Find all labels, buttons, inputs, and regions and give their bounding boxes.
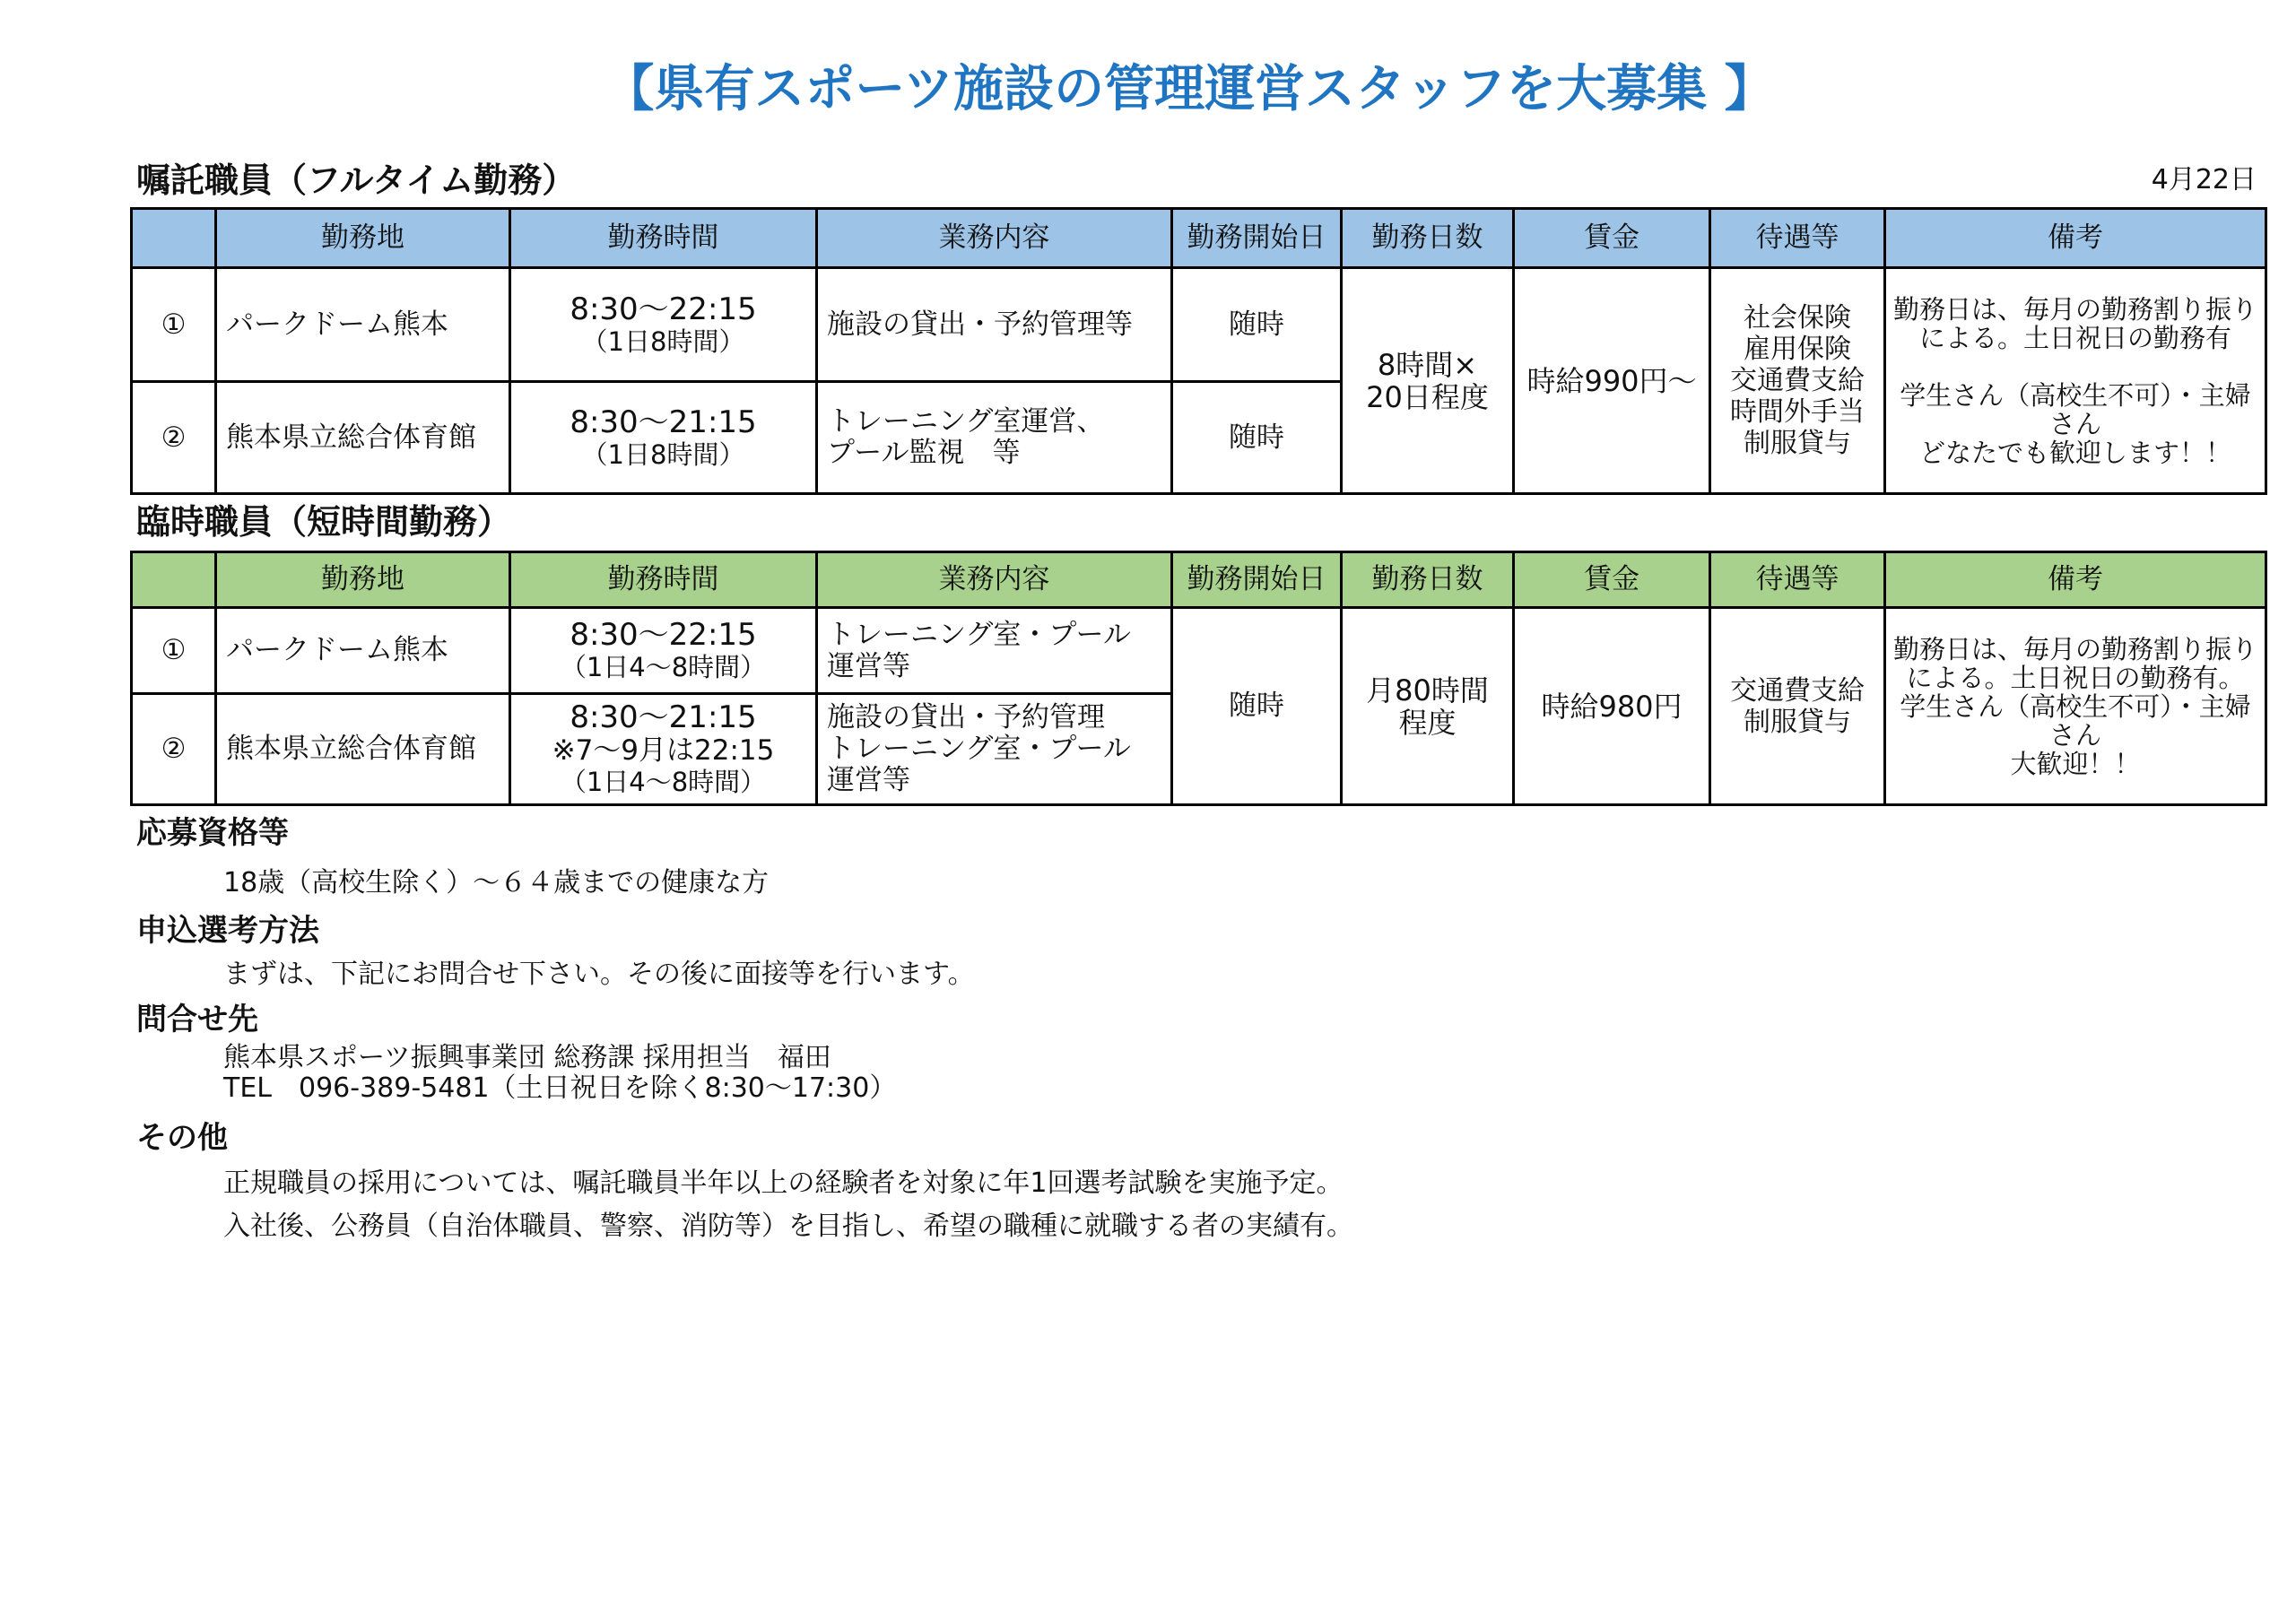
start-date-cell: 随時 (1172, 268, 1342, 382)
table-row (132, 608, 2266, 694)
hours-cell (510, 268, 817, 382)
wage-value: 時給990円〜 (1526, 363, 1697, 398)
header-work-days: 勤務日数 (1342, 209, 1514, 268)
hours-cell (510, 694, 817, 805)
duties-cell (817, 608, 1172, 694)
row-number: ① (132, 608, 216, 694)
work-days-line: 8時間× (1377, 347, 1478, 382)
remarks-line: による。土日祝日の勤務有 (1918, 322, 2231, 353)
header-hours: 勤務時間 (510, 209, 817, 268)
header-number (132, 552, 216, 608)
posting-date: 4月22日 (2151, 164, 2257, 195)
other-heading: その他 (136, 1120, 228, 1156)
work-days-line: 程度 (1398, 705, 1457, 740)
hours-cell (510, 382, 817, 494)
qualifications-text: 18歳（高校生除く）〜６４歳までの健康な方 (223, 867, 770, 898)
benefit-item: 交通費支給 (1730, 365, 1865, 396)
header-benefits: 待遇等 (1710, 552, 1885, 608)
hours-note: ※7〜9月は22:15 (552, 734, 775, 767)
hours-note: （1日8時間） (581, 325, 745, 357)
contact-heading: 問合せ先 (136, 1002, 258, 1037)
start-date-cell: 随時 (1172, 608, 1342, 805)
remarks-line: による。土日祝日の勤務有。 (1906, 662, 2245, 693)
application-text: まずは、下記にお問合せ下さい。その後に面接等を行います。 (223, 959, 975, 990)
other-line: 入社後、公務員（自治体職員、警察、消防等）を目指し、希望の職種に就職する者の実績有。 (223, 1211, 1353, 1242)
qualifications-heading: 応募資格等 (136, 815, 289, 851)
wage-cell (1514, 608, 1710, 805)
header-remarks: 備考 (1885, 552, 2266, 608)
benefits-cell (1710, 268, 1885, 494)
benefit-item: 制服貸与 (1744, 706, 1851, 738)
duties-cell (817, 268, 1172, 382)
benefit-item: 制服貸与 (1744, 428, 1851, 459)
page-title: 【県有スポーツ施設の管理運営スタッフを大募集 】 (604, 60, 1775, 118)
fulltime-heading: 嘱託職員（フルタイム勤務） (136, 161, 577, 200)
contact-organization: 熊本県スポーツ振興事業団 総務課 採用担当 福田 (223, 1042, 831, 1073)
duties-line: トレーニング室・プール (827, 618, 1131, 651)
hours-note: （1日8時間） (581, 438, 745, 470)
benefit-item: 雇用保険 (1744, 334, 1851, 365)
fulltime-header-row (132, 209, 2266, 268)
header-work-days: 勤務日数 (1342, 552, 1514, 608)
hours-time: 8:30〜21:15 (570, 404, 757, 440)
wage-cell (1514, 268, 1710, 494)
duties-line: トレーニング室・プール (827, 733, 1131, 765)
work-days-line: 20日程度 (1366, 379, 1489, 414)
table-row (132, 268, 2266, 382)
contact-phone: TEL 096-389-5481（土日祝日を除く8:30〜17:30） (223, 1072, 897, 1104)
remarks-cell (1885, 268, 2266, 494)
header-benefits: 待遇等 (1710, 209, 1885, 268)
work-days-cell (1342, 608, 1514, 805)
remarks-line: 学生さん（高校生不可）・主婦 (1900, 690, 2251, 722)
hours-time: 8:30〜22:15 (570, 617, 757, 653)
location-cell: パークドーム熊本 (216, 268, 510, 382)
hours-time: 8:30〜22:15 (570, 291, 757, 327)
remarks-line: どなたでも歓迎します！！ (1918, 437, 2231, 468)
remarks-line: 大歓迎！！ (2010, 748, 2141, 779)
header-location: 勤務地 (216, 552, 510, 608)
other-line: 正規職員の採用については、嘱託職員半年以上の経験者を対象に年1回選考試験を実施予定。 (223, 1167, 1344, 1199)
header-hours: 勤務時間 (510, 552, 817, 608)
work-days-cell (1342, 268, 1514, 494)
application-heading: 申込選考方法 (136, 913, 319, 949)
benefit-item: 交通費支給 (1730, 674, 1865, 707)
wage-value: 時給980円 (1541, 689, 1683, 724)
remarks-line: さん (2048, 719, 2101, 751)
duties-line: 運営等 (827, 649, 910, 682)
row-number: ② (132, 694, 216, 805)
parttime-table (130, 551, 2267, 806)
location-cell: 熊本県立総合体育館 (216, 382, 510, 494)
benefits-cell (1710, 608, 1885, 805)
header-wage: 賃金 (1514, 552, 1710, 608)
parttime-heading: 臨時職員（短時間勤務） (136, 502, 512, 542)
header-duties: 業務内容 (817, 552, 1172, 608)
duties-line: 施設の貸出・予約管理 (827, 701, 1105, 733)
header-start-date: 勤務開始日 (1172, 552, 1342, 608)
duties-line: 施設の貸出・予約管理等 (827, 308, 1133, 341)
work-days-line: 月80時間 (1366, 673, 1489, 707)
remarks-line: 勤務日は、毎月の勤務割り振り (1893, 293, 2258, 325)
start-date-cell: 随時 (1172, 382, 1342, 494)
benefit-item: 時間外手当 (1730, 396, 1865, 428)
header-start-date: 勤務開始日 (1172, 209, 1342, 268)
header-number (132, 209, 216, 268)
row-number: ① (132, 268, 216, 382)
duties-line: トレーニング室運営、 (827, 405, 1105, 438)
parttime-header-row (132, 552, 2266, 608)
hours-time: 8:30〜21:15 (570, 699, 757, 735)
header-remarks: 備考 (1885, 209, 2266, 268)
remarks-cell (1885, 608, 2266, 805)
duties-line: 運営等 (827, 764, 910, 796)
location-cell: パークドーム熊本 (216, 608, 510, 694)
duties-cell (817, 382, 1172, 494)
remarks-line: 学生さん（高校生不可）・主婦 (1900, 379, 2251, 411)
hours-cell (510, 608, 817, 694)
hours-note: （1日4〜8時間） (560, 652, 767, 682)
duties-cell (817, 694, 1172, 805)
header-duties: 業務内容 (817, 209, 1172, 268)
benefit-item: 社会保険 (1744, 302, 1851, 334)
remarks-line: さん (2048, 408, 2101, 439)
location-cell: 熊本県立総合体育館 (216, 694, 510, 805)
fulltime-table (130, 207, 2267, 495)
remarks-line: 勤務日は、毎月の勤務割り振り (1893, 633, 2258, 664)
header-wage: 賃金 (1514, 209, 1710, 268)
header-location: 勤務地 (216, 209, 510, 268)
hours-note: （1日4〜8時間） (560, 767, 767, 797)
row-number: ② (132, 382, 216, 494)
duties-line: プール監視 等 (827, 437, 1021, 469)
